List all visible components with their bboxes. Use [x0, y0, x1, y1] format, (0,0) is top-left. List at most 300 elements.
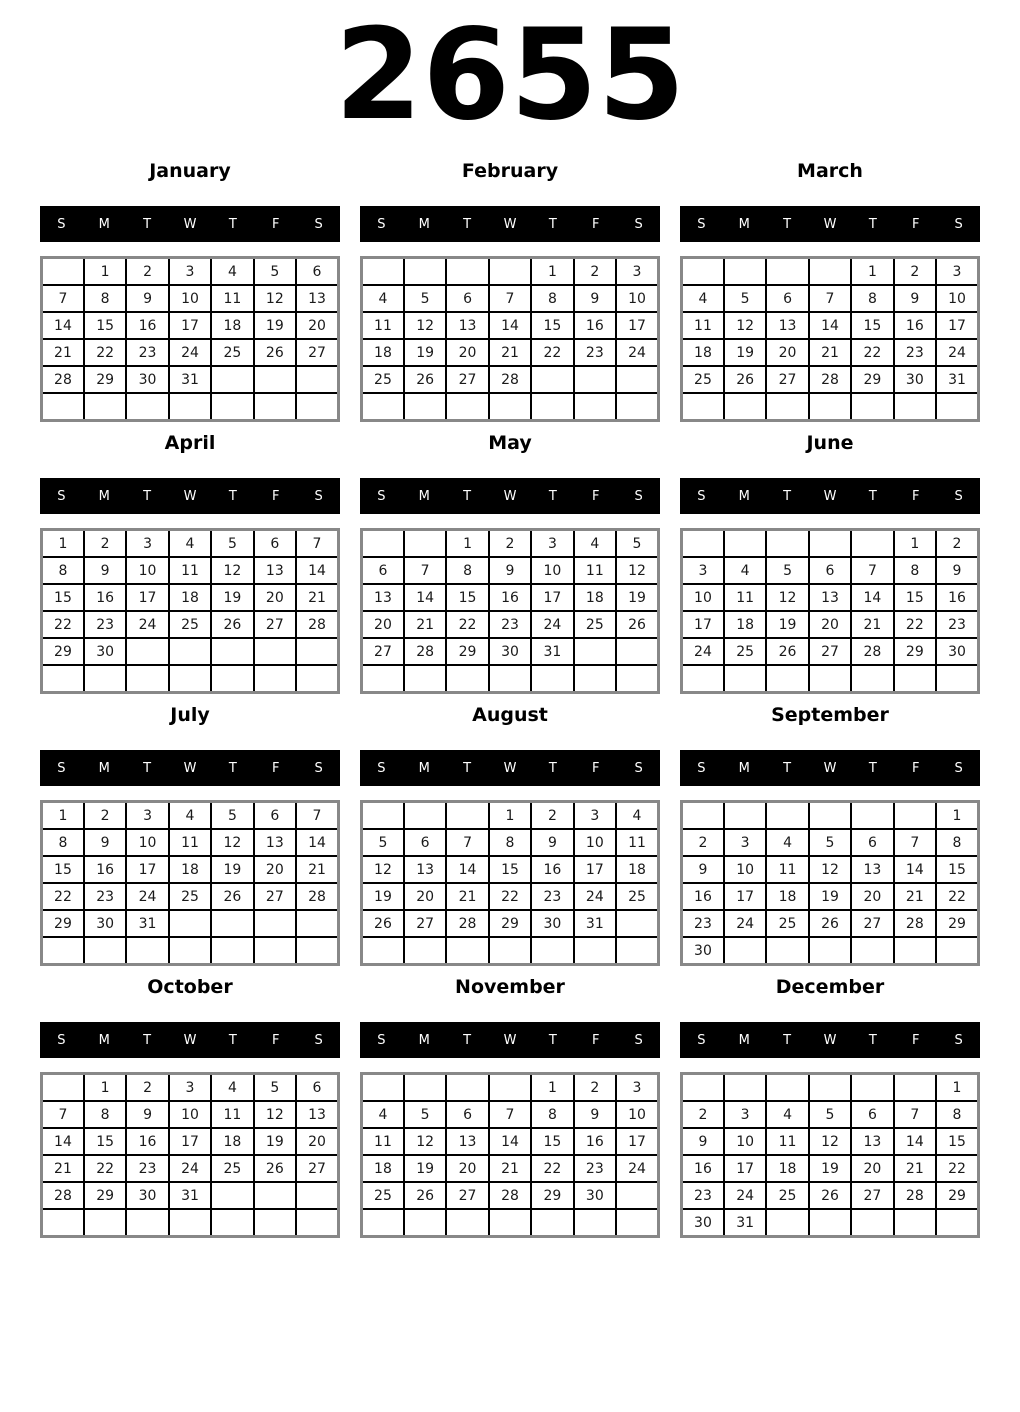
day-cell: 21 [809, 339, 851, 366]
month-grid [680, 800, 980, 966]
day-cell: 2 [574, 258, 616, 286]
week-row [42, 1074, 339, 1102]
week-row [362, 285, 659, 312]
day-cell [574, 638, 616, 665]
day-cell: 14 [489, 1128, 531, 1155]
day-cell: 11 [724, 584, 766, 611]
day-cell: 3 [574, 802, 616, 830]
day-cell: 31 [169, 366, 211, 393]
day-cell: 22 [851, 339, 893, 366]
weekday-label: T [783, 488, 792, 504]
day-cell: 28 [404, 638, 446, 665]
day-cell: 25 [211, 1155, 253, 1182]
day-cell: 2 [894, 258, 936, 286]
day-cell [809, 937, 851, 965]
day-cell [42, 1209, 84, 1237]
day-cell: 25 [362, 1182, 404, 1209]
day-cell [362, 530, 404, 558]
month-grid [360, 256, 660, 422]
day-cell: 18 [574, 584, 616, 611]
day-cell: 16 [84, 584, 126, 611]
month-10 [40, 966, 340, 1238]
day-cell: 29 [936, 1182, 978, 1209]
month-grid [40, 256, 340, 422]
day-cell: 19 [616, 584, 658, 611]
week-row [682, 312, 979, 339]
day-cell [766, 393, 808, 421]
day-cell: 24 [724, 1182, 766, 1209]
day-cell: 4 [682, 285, 724, 312]
day-cell [851, 802, 893, 830]
weekday-header-row [360, 478, 660, 514]
day-cell: 29 [531, 1182, 573, 1209]
day-cell: 22 [936, 883, 978, 910]
year-title: 2655 [334, 1, 686, 148]
week-row [42, 1128, 339, 1155]
day-cell: 24 [616, 339, 658, 366]
week-row [362, 393, 659, 421]
day-cell: 12 [404, 1128, 446, 1155]
day-cell: 13 [446, 312, 488, 339]
week-row [42, 1155, 339, 1182]
day-cell: 20 [446, 339, 488, 366]
day-cell: 11 [682, 312, 724, 339]
day-cell: 6 [254, 802, 296, 830]
day-cell: 9 [84, 557, 126, 584]
day-cell: 4 [211, 258, 253, 286]
day-cell [682, 1074, 724, 1102]
weekday-label: T [868, 1032, 877, 1048]
day-cell: 23 [126, 1155, 168, 1182]
day-cell [809, 393, 851, 421]
day-cell: 8 [531, 1101, 573, 1128]
weekday-label: T [548, 216, 557, 232]
day-cell [446, 1209, 488, 1237]
day-cell: 31 [724, 1209, 766, 1237]
day-cell: 29 [936, 910, 978, 937]
day-cell: 8 [446, 557, 488, 584]
day-cell: 31 [531, 638, 573, 665]
day-cell: 9 [84, 829, 126, 856]
day-cell: 25 [362, 366, 404, 393]
day-cell: 6 [254, 530, 296, 558]
day-cell: 9 [574, 285, 616, 312]
day-cell: 12 [809, 1128, 851, 1155]
day-cell: 26 [362, 910, 404, 937]
weekday-label: M [98, 760, 110, 776]
day-cell: 10 [616, 285, 658, 312]
day-cell: 27 [296, 1155, 338, 1182]
month-4 [40, 422, 340, 694]
day-cell: 15 [84, 1128, 126, 1155]
month-7 [40, 694, 340, 966]
day-cell: 14 [851, 584, 893, 611]
day-cell: 28 [296, 611, 338, 638]
weekday-label: W [823, 488, 837, 504]
day-cell [404, 802, 446, 830]
weekday-header-row [360, 206, 660, 242]
day-cell: 16 [574, 312, 616, 339]
day-cell: 8 [851, 285, 893, 312]
day-cell: 9 [126, 285, 168, 312]
day-cell: 27 [766, 366, 808, 393]
day-cell: 25 [766, 910, 808, 937]
day-cell: 22 [936, 1155, 978, 1182]
day-cell [851, 937, 893, 965]
day-cell [489, 393, 531, 421]
day-cell: 2 [682, 1101, 724, 1128]
weekday-label: T [463, 1032, 472, 1048]
day-cell: 23 [126, 339, 168, 366]
day-cell: 2 [531, 802, 573, 830]
day-cell: 26 [809, 1182, 851, 1209]
day-cell [851, 530, 893, 558]
weekday-label: S [954, 488, 963, 504]
weekday-label: M [98, 488, 110, 504]
day-cell: 12 [766, 584, 808, 611]
day-cell: 24 [169, 1155, 211, 1182]
day-cell [682, 530, 724, 558]
day-cell: 4 [616, 802, 658, 830]
day-cell [362, 258, 404, 286]
weekday-label: W [503, 216, 517, 232]
day-cell: 20 [296, 312, 338, 339]
month-11 [360, 966, 660, 1238]
day-cell [42, 258, 84, 286]
month-8 [360, 694, 660, 966]
day-cell: 20 [362, 611, 404, 638]
day-cell [211, 937, 253, 965]
day-cell [766, 665, 808, 693]
day-cell: 15 [936, 856, 978, 883]
week-row [42, 883, 339, 910]
day-cell: 1 [446, 530, 488, 558]
day-cell: 3 [682, 557, 724, 584]
day-cell [682, 665, 724, 693]
weekday-header-row [680, 206, 980, 242]
weekday-label: T [228, 216, 237, 232]
day-cell [404, 393, 446, 421]
weekday-label: W [823, 1032, 837, 1048]
day-cell: 2 [936, 530, 978, 558]
day-cell: 1 [531, 1074, 573, 1102]
weekday-label: S [634, 216, 643, 232]
day-cell: 26 [254, 1155, 296, 1182]
day-cell: 12 [724, 312, 766, 339]
month-name: November [455, 976, 565, 998]
weekday-label: T [228, 760, 237, 776]
day-cell: 16 [531, 856, 573, 883]
day-cell: 5 [254, 258, 296, 286]
day-cell [616, 1182, 658, 1209]
day-cell: 11 [169, 557, 211, 584]
week-row [362, 665, 659, 693]
weekday-header-row [40, 1022, 340, 1058]
day-cell: 28 [42, 1182, 84, 1209]
day-cell: 6 [851, 829, 893, 856]
day-cell [936, 937, 978, 965]
day-cell: 31 [574, 910, 616, 937]
weekday-label: M [738, 216, 750, 232]
day-cell [724, 530, 766, 558]
month-name: February [461, 160, 559, 182]
day-cell: 30 [574, 1182, 616, 1209]
weekday-label: M [418, 760, 430, 776]
day-cell [531, 366, 573, 393]
weekday-label: M [98, 216, 110, 232]
weekday-label: F [271, 760, 280, 776]
day-cell: 10 [126, 829, 168, 856]
day-cell: 29 [851, 366, 893, 393]
day-cell: 29 [42, 910, 84, 937]
day-cell [724, 1074, 766, 1102]
day-cell: 18 [211, 1128, 253, 1155]
month-3 [680, 150, 980, 422]
day-cell [489, 1074, 531, 1102]
day-cell: 21 [489, 339, 531, 366]
day-cell: 5 [404, 285, 446, 312]
day-cell: 26 [404, 1182, 446, 1209]
weekday-label: T [868, 216, 877, 232]
day-cell: 7 [809, 285, 851, 312]
week-row [362, 1101, 659, 1128]
week-row [362, 530, 659, 558]
week-row [42, 312, 339, 339]
weekday-label: F [271, 216, 280, 232]
month-grid [360, 528, 660, 694]
week-row [42, 530, 339, 558]
day-cell [296, 937, 338, 965]
day-cell: 23 [574, 339, 616, 366]
week-row [682, 829, 979, 856]
day-cell: 19 [809, 883, 851, 910]
day-cell: 24 [616, 1155, 658, 1182]
week-row [682, 393, 979, 421]
week-row [682, 856, 979, 883]
month-12 [680, 966, 980, 1238]
weekday-label: T [143, 488, 152, 504]
day-cell [42, 665, 84, 693]
day-cell: 4 [169, 802, 211, 830]
day-cell [809, 665, 851, 693]
week-row [362, 258, 659, 286]
weekday-label: S [314, 760, 323, 776]
day-cell: 8 [936, 829, 978, 856]
day-cell [616, 1209, 658, 1237]
day-cell [724, 393, 766, 421]
day-cell [296, 393, 338, 421]
day-cell: 6 [296, 1074, 338, 1102]
day-cell: 14 [404, 584, 446, 611]
day-cell: 17 [616, 1128, 658, 1155]
weekday-label: S [697, 488, 706, 504]
day-cell [296, 366, 338, 393]
day-cell [489, 665, 531, 693]
day-cell [126, 393, 168, 421]
day-cell [296, 1209, 338, 1237]
day-cell [254, 1209, 296, 1237]
day-cell: 19 [254, 1128, 296, 1155]
day-cell [489, 937, 531, 965]
day-cell [724, 802, 766, 830]
day-cell: 5 [724, 285, 766, 312]
day-cell: 28 [42, 366, 84, 393]
day-cell: 13 [809, 584, 851, 611]
day-cell: 28 [894, 1182, 936, 1209]
weekday-label: T [463, 488, 472, 504]
day-cell: 28 [809, 366, 851, 393]
day-cell: 24 [682, 638, 724, 665]
day-cell: 8 [531, 285, 573, 312]
day-cell [254, 393, 296, 421]
day-cell: 26 [766, 638, 808, 665]
day-cell: 2 [126, 258, 168, 286]
day-cell [42, 393, 84, 421]
day-cell: 17 [936, 312, 978, 339]
day-cell [404, 258, 446, 286]
month-grid [680, 528, 980, 694]
weekday-label: S [314, 216, 323, 232]
day-cell: 14 [894, 856, 936, 883]
day-cell: 1 [894, 530, 936, 558]
weekday-label: S [57, 1032, 66, 1048]
day-cell: 1 [936, 1074, 978, 1102]
weekday-label: W [823, 760, 837, 776]
day-cell: 13 [254, 557, 296, 584]
day-cell [616, 665, 658, 693]
month-grid [360, 800, 660, 966]
day-cell [809, 1074, 851, 1102]
day-cell: 21 [296, 856, 338, 883]
day-cell: 4 [362, 285, 404, 312]
day-cell [446, 1074, 488, 1102]
day-cell [42, 937, 84, 965]
day-cell [574, 366, 616, 393]
day-cell: 30 [84, 910, 126, 937]
day-cell: 30 [531, 910, 573, 937]
weekday-label: M [418, 488, 430, 504]
month-grid [680, 256, 980, 422]
week-row [42, 557, 339, 584]
day-cell: 22 [489, 883, 531, 910]
day-cell: 17 [724, 883, 766, 910]
day-cell: 23 [84, 883, 126, 910]
day-cell [574, 937, 616, 965]
day-cell: 5 [404, 1101, 446, 1128]
day-cell: 20 [766, 339, 808, 366]
day-cell: 11 [766, 856, 808, 883]
day-cell: 5 [809, 1101, 851, 1128]
weekday-label: S [57, 216, 66, 232]
week-row [682, 665, 979, 693]
week-row [42, 258, 339, 286]
day-cell [766, 530, 808, 558]
day-cell: 20 [254, 584, 296, 611]
day-cell: 9 [936, 557, 978, 584]
weekday-label: F [911, 760, 920, 776]
week-row [42, 856, 339, 883]
month-grid [40, 800, 340, 966]
day-cell: 22 [42, 883, 84, 910]
day-cell [531, 1209, 573, 1237]
weekday-label: T [228, 488, 237, 504]
day-cell: 30 [126, 1182, 168, 1209]
day-cell: 21 [42, 1155, 84, 1182]
month-name: May [488, 432, 532, 454]
day-cell: 18 [766, 883, 808, 910]
week-row [42, 366, 339, 393]
week-row [682, 530, 979, 558]
day-cell [254, 937, 296, 965]
day-cell: 17 [169, 1128, 211, 1155]
day-cell: 18 [211, 312, 253, 339]
week-row [682, 285, 979, 312]
day-cell: 15 [489, 856, 531, 883]
day-cell [169, 1209, 211, 1237]
day-cell [126, 638, 168, 665]
weekday-label: T [228, 1032, 237, 1048]
week-row [362, 312, 659, 339]
weekday-label: S [377, 488, 386, 504]
day-cell: 30 [489, 638, 531, 665]
weekday-label: T [548, 1032, 557, 1048]
day-cell: 30 [126, 366, 168, 393]
day-cell: 11 [169, 829, 211, 856]
day-cell: 1 [42, 802, 84, 830]
day-cell [126, 1209, 168, 1237]
day-cell [574, 1209, 616, 1237]
day-cell: 28 [296, 883, 338, 910]
day-cell: 31 [936, 366, 978, 393]
day-cell [362, 393, 404, 421]
day-cell: 25 [724, 638, 766, 665]
day-cell: 24 [531, 611, 573, 638]
day-cell: 16 [126, 1128, 168, 1155]
week-row [42, 802, 339, 830]
day-cell [169, 393, 211, 421]
week-row [682, 1182, 979, 1209]
day-cell: 6 [446, 285, 488, 312]
day-cell: 2 [574, 1074, 616, 1102]
day-cell: 28 [489, 366, 531, 393]
day-cell: 23 [682, 1182, 724, 1209]
day-cell: 8 [894, 557, 936, 584]
day-cell: 18 [169, 584, 211, 611]
day-cell: 17 [724, 1155, 766, 1182]
day-cell: 22 [42, 611, 84, 638]
month-grid [360, 1072, 660, 1238]
day-cell [169, 638, 211, 665]
day-cell: 7 [404, 557, 446, 584]
day-cell [211, 393, 253, 421]
day-cell: 11 [211, 1101, 253, 1128]
day-cell: 18 [362, 339, 404, 366]
week-row [42, 1101, 339, 1128]
day-cell: 29 [84, 1182, 126, 1209]
week-row [682, 937, 979, 965]
day-cell [574, 665, 616, 693]
month-1 [40, 150, 340, 422]
day-cell [362, 937, 404, 965]
weekday-label: F [271, 488, 280, 504]
day-cell: 25 [616, 883, 658, 910]
day-cell: 13 [446, 1128, 488, 1155]
month-name: January [149, 160, 231, 182]
weekday-label: F [911, 216, 920, 232]
day-cell: 26 [616, 611, 658, 638]
day-cell [936, 393, 978, 421]
day-cell [446, 665, 488, 693]
